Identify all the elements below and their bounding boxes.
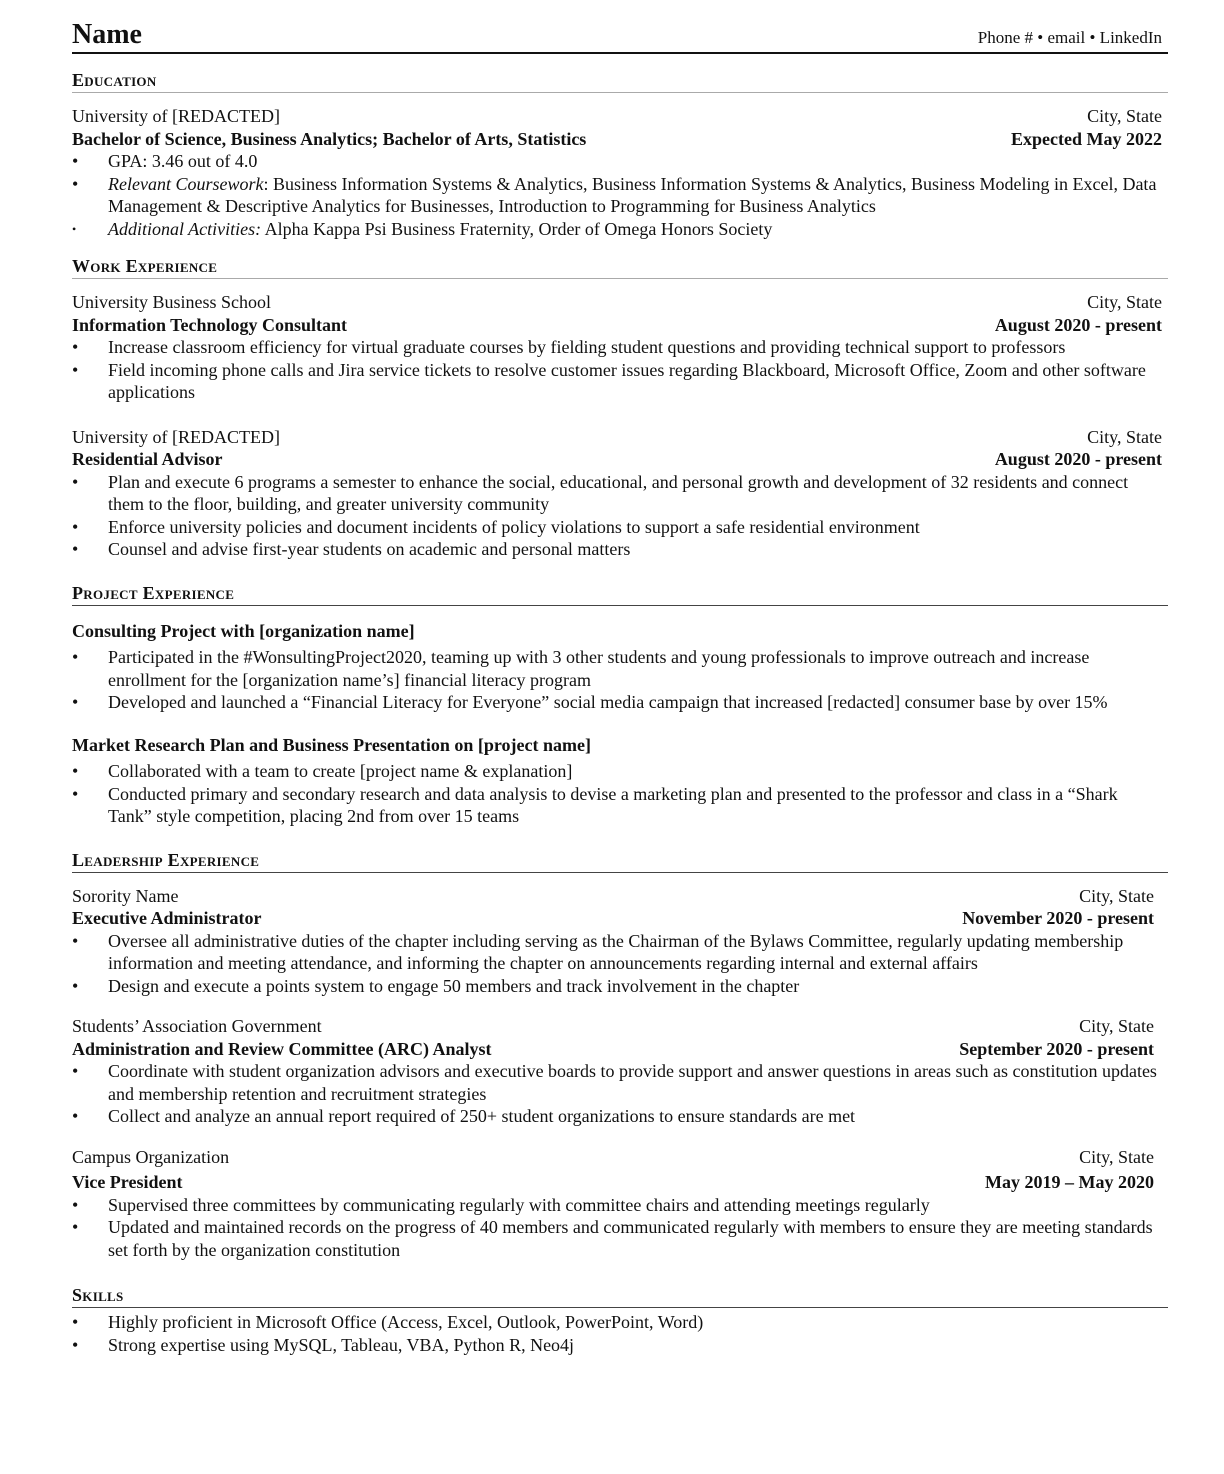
skill-item: • Strong expertise using MySQL, Tableau, VBA, Python R, Neo4j (72, 1334, 1168, 1357)
job-location: City, State (1087, 292, 1162, 312)
leadership-entry (72, 1146, 1168, 1262)
bullet: • Collect and analyze an annual report required of 250+ student organizations to ensure standards are met (72, 1105, 1168, 1128)
job-location: City, State (1087, 426, 1162, 447)
role-date: November 2020 - present (962, 908, 1154, 928)
activities-text: Alpha Kappa Psi Business Fraternity, Order of Omega Honors Society (261, 218, 773, 239)
activities-label: Additional Activities: (108, 218, 262, 239)
organization: Campus Organization (72, 1146, 230, 1167)
bullet: • Enforce university policies and document incidents of policy violations to support a safe residential environment (72, 516, 1168, 539)
section-title-work: Work Experience (72, 256, 1168, 279)
school-location: City, State (1087, 106, 1162, 126)
bullet: • Field incoming phone calls and Jira service tickets to resolve customer issues regarding Blackboard, Microsoft Office, Zoom and other software applications (72, 359, 1168, 404)
activities (72, 218, 1168, 241)
section-title-skills: Skills (72, 1285, 1168, 1308)
coursework-label: Relevant Coursework (108, 173, 264, 194)
bullet: • Developed and launched a “Financial Literacy for Everyone” social media campaign that increased [redacted] consumer base by over 15% (72, 691, 1168, 714)
bullet: • Participated in the #WonsultingProject2020, teaming up with 3 other students and young professionals to improve outreach and increase enrollment for the [organization name’s] financial literacy program (72, 646, 1168, 691)
resume-header (72, 14, 1168, 54)
education-entry (72, 105, 1168, 240)
organization: Sorority Name (72, 885, 179, 906)
bullet: • Coordinate with student organization advisors and executive boards to provide support and answer questions in areas such as constitution updates and membership retention and recruitment strategies (72, 1060, 1168, 1105)
role-title: Vice President (72, 1172, 183, 1192)
leadership-section (72, 850, 1168, 1262)
job-title: Information Technology Consultant (72, 314, 348, 335)
bullet: • Supervised three committees by communicating regularly with committee chairs and attending meetings regularly (72, 1194, 1168, 1217)
education-section (72, 70, 1168, 240)
work-entry (72, 291, 1168, 404)
leadership-entry (72, 1015, 1168, 1128)
bullet: • Plan and execute 6 programs a semester to enhance the social, educational, and personal growth and development of 32 residents and connect them to the floor, building, and greater university community (72, 471, 1168, 516)
work-entry (72, 426, 1168, 561)
work-section (72, 256, 1168, 561)
organization: Students’ Association Government (72, 1016, 322, 1036)
bullet: • Collaborated with a team to create [project name & explanation] (72, 760, 1168, 783)
project-title: Market Research Plan and Business Presentation on [project name] (72, 734, 591, 755)
coursework-text: : Business Information Systems & Analytics, Business Information Systems & Analytics, Business Modeling in Excel, Data Management & Descriptive Analytics for Businesses, Introduction to Programming for Business Analytics (108, 173, 1157, 216)
project-title: Consulting Project with [organization name] (72, 620, 415, 641)
section-title-leadership: Leadership Experience (72, 850, 1168, 873)
leadership-entry (72, 885, 1168, 998)
resume-page (72, 14, 1168, 1356)
role-title: Executive Administrator (72, 908, 262, 928)
projects-section (72, 583, 1168, 828)
employer: University Business School (72, 292, 272, 312)
section-title-projects: Project Experience (72, 583, 1168, 606)
job-title: Residential Advisor (72, 449, 223, 469)
job-date: August 2020 - present (994, 314, 1162, 335)
gpa: • GPA: 3.46 out of 4.0 (72, 150, 1168, 173)
project-entry (72, 620, 1168, 714)
role-date: May 2019 – May 2020 (985, 1172, 1154, 1192)
bullet: • Conducted primary and secondary research and data analysis to devise a marketing plan and presented to the professor and class in a “Shark Tank” style competition, placing 2nd from over 15 teams (72, 783, 1168, 828)
bullet: • Design and execute a points system to engage 50 members and track involvement in the chapter (72, 975, 1168, 998)
job-date: August 2020 - present (994, 449, 1162, 469)
coursework (72, 173, 1168, 218)
skills-section (72, 1285, 1168, 1356)
role-location: City, State (1079, 885, 1154, 906)
role-date: September 2020 - present (959, 1038, 1154, 1059)
school-name: University of [REDACTED] (72, 106, 280, 126)
bullet: • Increase classroom efficiency for virtual graduate courses by fielding student questions and providing technical support to professors (72, 336, 1168, 359)
skill-item: • Highly proficient in Microsoft Office (Access, Excel, Outlook, PowerPoint, Word) (72, 1311, 1168, 1334)
bullet: • Counsel and advise first-year students on academic and personal matters (72, 538, 1168, 561)
degree: Bachelor of Science, Business Analytics; Bachelor of Arts, Statistics (72, 128, 587, 149)
candidate-name: Name (72, 19, 142, 50)
contact-info: Phone # • email • LinkedIn (977, 28, 1162, 47)
role-location: City, State (1079, 1016, 1154, 1036)
project-entry (72, 734, 1168, 828)
bullet: • Updated and maintained records on the progress of 40 members and communicated regularly with members to ensure they are meeting standards set forth by the organization constitution (72, 1216, 1168, 1261)
bullet: • Oversee all administrative duties of the chapter including serving as the Chairman of the Bylaws Committee, regularly updating membership information and meeting attendance, and informing the chapter on announcements regarding internal and external affairs (72, 930, 1168, 975)
role-location: City, State (1079, 1146, 1154, 1167)
role-title: Administration and Review Committee (ARC) Analyst (72, 1038, 492, 1059)
section-title-education: Education (72, 70, 1168, 93)
graduation-date: Expected May 2022 (1011, 128, 1162, 149)
employer: University of [REDACTED] (72, 426, 280, 447)
